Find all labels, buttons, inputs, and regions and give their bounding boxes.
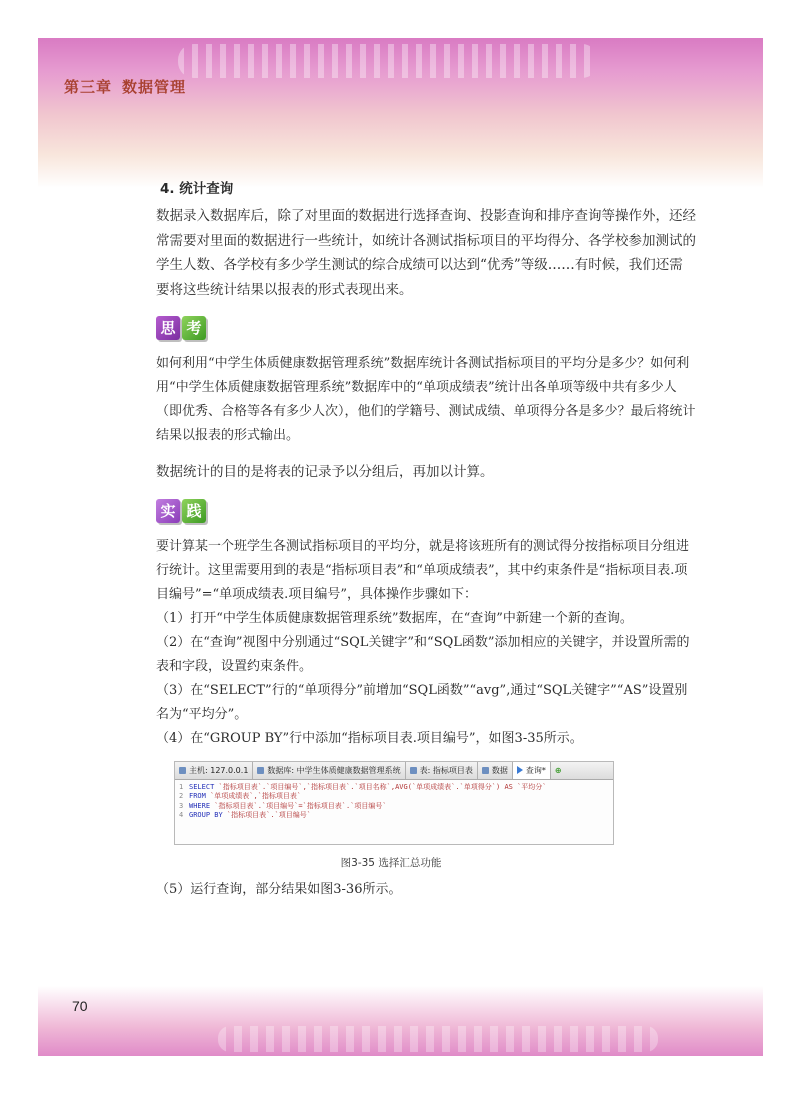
play-icon: [517, 766, 523, 774]
sql-text: `指标项目表`.`项目编号`: [222, 811, 312, 819]
tab-database[interactable]: [253, 762, 405, 779]
sql-line: [179, 802, 613, 812]
sql-text: `指标项目表`.`项目编号`,`指标项目表`.`项目名称`,AVG(`单项成绩表`.`单项得分`) AS `平均分`: [214, 782, 547, 791]
practice-badge-char-1: 实: [156, 499, 180, 523]
tab-host-label: 主机: 127.0.0.1: [189, 765, 249, 775]
new-tab-icon[interactable]: ⊕: [554, 765, 562, 775]
practice-badge-char-2: 践: [182, 499, 206, 523]
editor-tab-bar: [175, 762, 613, 780]
line-number: 4: [179, 811, 184, 819]
think-badge-char-1: 思: [156, 316, 180, 340]
sql-line: [179, 811, 613, 821]
figure-caption: 图3-35 选择汇总功能: [340, 856, 442, 869]
grid-icon: [482, 767, 489, 774]
line-number: 1: [179, 782, 184, 791]
sql-text: `单项成绩表`,`指标项目表`: [205, 792, 302, 800]
header-decoration: [178, 44, 598, 78]
tab-data-label: 数据: [491, 765, 508, 775]
line-number: 3: [179, 801, 184, 810]
tab-table[interactable]: [406, 762, 478, 779]
page-number: 70: [72, 998, 88, 1014]
practice-step-2: （2）在“查询”视图中分别通过“SQL关键字”和“SQL函数”添加相应的关键字，并设置所需的表和字段，设置约束条件。: [156, 634, 690, 674]
tab-database-label: 数据库: 中学生体质健康数据管理系统: [267, 765, 401, 775]
practice-step-4: （4）在“GROUP BY”行中添加“指标项目表.项目编号”，如图3-35所示。: [156, 730, 583, 746]
chapter-title: 数据管理: [122, 78, 187, 96]
sql-line: [179, 783, 613, 793]
practice-step-1: （1）打开“中学生体质健康数据管理系统”数据库，在“查询”中新建一个新的查询。: [156, 610, 633, 626]
database-icon: [257, 767, 264, 774]
sql-text: `指标项目表`.`项目编号`=`指标项目表`.`项目编号`: [210, 801, 387, 810]
chapter-number: 第三章: [64, 78, 113, 96]
sql-keyword: FROM: [189, 792, 206, 800]
think-badge-char-2: 考: [182, 316, 206, 340]
line-number: 2: [179, 792, 184, 800]
header-band: [38, 38, 763, 188]
tab-host[interactable]: [175, 762, 253, 779]
sql-keyword: GROUP BY: [189, 811, 223, 819]
section-title: 4. 统计查询: [160, 181, 234, 197]
tab-query-label: 查询*: [525, 765, 546, 775]
table-icon: [410, 767, 417, 774]
sql-editor-screenshot: [174, 761, 614, 845]
sql-line: [179, 792, 613, 802]
sql-code[interactable]: [175, 780, 613, 821]
server-icon: [179, 767, 186, 774]
textbook-page: [38, 38, 763, 1056]
think-badge: [156, 316, 208, 342]
chapter-heading: [64, 76, 196, 97]
purpose-text: 数据统计的目的是将表的记录予以分组后，再加以计算。: [156, 464, 494, 480]
practice-step-3: （3）在“SELECT”行的“单项得分”前增加“SQL函数”“avg”,通过“SQL关键字”“AS”设置别名为“平均分”。: [156, 682, 688, 722]
think-text: 如何利用“中学生体质健康数据管理系统”数据库统计各测试指标项目的平均分是多少？如何利用“中学生体质健康数据管理系统”数据库中的“单项成绩表”统计出各单项等级中共有多少人（即优秀、合格等各有多少人次），他们的学籍号、测试成绩、单项得分各是多少？最后将统计结果以报表的形式输出。: [156, 356, 696, 443]
main-content: [156, 178, 696, 902]
practice-badge: [156, 499, 208, 525]
tab-query[interactable]: [513, 762, 551, 779]
tab-table-label: 表: 指标项目表: [419, 765, 473, 775]
tab-data[interactable]: [478, 762, 513, 779]
practice-intro: 要计算某一个班学生各测试指标项目的平均分，就是将该班所有的测试得分按指标项目分组进行统计。这里需要用到的表是“指标项目表”和“单项成绩表”，其中约束条件是“指标项目表.项目编号”=“单项成绩表.项目编号”，具体操作步骤如下：: [156, 538, 690, 602]
footer-decoration: [218, 1026, 658, 1052]
sql-keyword: SELECT: [189, 782, 215, 791]
practice-step-5: （5）运行查询，部分结果如图3-36所示。: [156, 881, 402, 897]
section-intro: 数据录入数据库后，除了对里面的数据进行选择查询、投影查询和排序查询等操作外，还经常需要对里面的数据进行一些统计，如统计各测试指标项目的平均得分、各学校参加测试的学生人数、各学校有多少学生测试的综合成绩可以达到“优秀”等级……有时候，我们还需要将这些统计结果以报表的形式表现出来。: [156, 208, 696, 298]
sql-keyword: WHERE: [189, 801, 211, 810]
footer-band: [38, 986, 763, 1056]
